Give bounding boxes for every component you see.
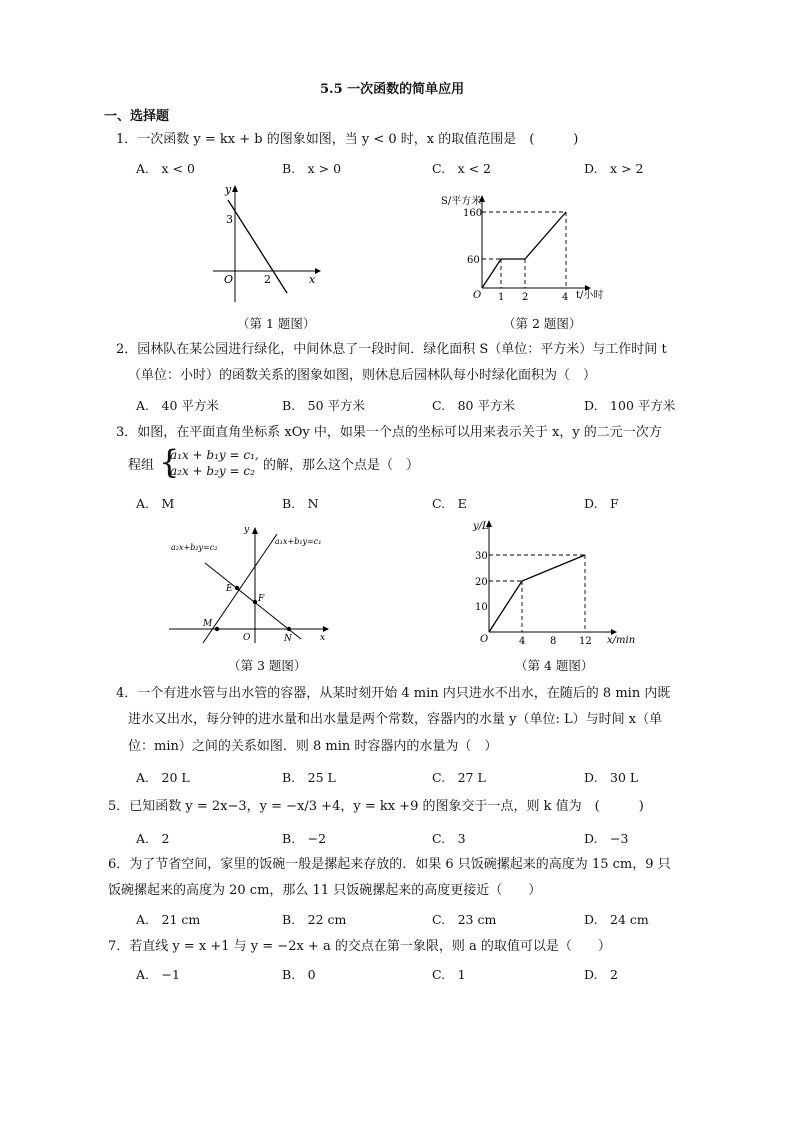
figure-3-caption: （第 3 题图）	[228, 658, 307, 673]
fig1-line	[228, 200, 287, 293]
question-5-stem: 5．已知函数 y = 2x−3，y = −x/3 +4，y = kx +9 的图象交于一点，则 k 值为 ( )	[108, 799, 644, 814]
fig4-x-tick-12: 12	[579, 636, 592, 647]
figure-1-graph	[205, 180, 325, 310]
figure-3-graph	[165, 518, 340, 648]
fig4-x-label: x/min	[607, 635, 636, 646]
q1-option-c[interactable]: C. x < 2	[432, 161, 492, 176]
fig2-x-tick-4: 4	[562, 292, 569, 303]
q3-option-b[interactable]: B. N	[282, 496, 319, 511]
q5-option-a[interactable]: A. 2	[136, 831, 170, 846]
system-eq2: a₂x + b₂y = c₂	[170, 464, 255, 478]
fig1-origin: O	[224, 273, 234, 286]
q5-option-c[interactable]: C. 3	[432, 831, 466, 846]
fig3-point-m	[215, 627, 219, 631]
q2-option-d[interactable]: D. 100 平方米	[584, 398, 676, 413]
question-4-stem-line2: 进水又出水，每分钟的进水量和出水量是两个常数，容器内的水量 y（单位: L）与时间 x（单	[128, 712, 663, 727]
fig2-y-tick-160: 160	[463, 208, 483, 219]
q1-option-b[interactable]: B. x > 0	[282, 161, 342, 176]
page-title: 5.5 一次函数的简单应用	[320, 82, 465, 97]
q3-option-d[interactable]: D. F	[584, 496, 619, 511]
question-4-stem-line1: 4．一个有进水管与出水管的容器，从某时刻开始 4 min 内只进水不出水，在随后的 8 min 内既	[116, 686, 671, 701]
question-6-stem-line2: 饭碗摞起来的高度为 20 cm，那么 11 只饭碗摞起来的高度更接近（ ）	[108, 883, 542, 898]
q7-option-c[interactable]: C. 1	[432, 967, 466, 982]
fig3-x-label: x	[320, 633, 326, 643]
q2-option-a[interactable]: A. 40 平方米	[136, 398, 219, 413]
fig2-x-tick-2: 2	[522, 292, 529, 303]
q2-option-b[interactable]: B. 50 平方米	[282, 398, 366, 413]
figure-2-graph	[435, 188, 605, 308]
fig1-x-label: x	[309, 273, 316, 286]
q4-option-d[interactable]: D. 30 L	[584, 770, 639, 785]
fig4-y-tick-10: 10	[475, 602, 488, 613]
fig2-x-tick-1: 1	[498, 292, 505, 303]
question-4-stem-line3: 位：min）之间的关系如图．则 8 min 时容器内的水量为（ ）	[128, 739, 498, 754]
question-3-stem-prefix: 程组	[128, 458, 155, 473]
fig4-y-label: y/L	[473, 521, 489, 532]
fig3-origin: O	[243, 633, 251, 643]
question-1-stem: 1．一次函数 y = kx + b 的图象如图，当 y < 0 时，x 的取值范围是 ( )	[116, 132, 579, 147]
fig2-y-tick-60: 60	[467, 255, 480, 266]
q7-option-b[interactable]: B. 0	[282, 967, 316, 982]
fig2-y-label: S/平方米	[441, 196, 482, 207]
q3-option-c[interactable]: C. E	[432, 496, 467, 511]
fig4-origin: O	[480, 634, 489, 645]
fig3-line-2	[205, 563, 301, 639]
fig3-line1-label: a₂x+b₂y=c₂	[171, 543, 218, 552]
q2-option-c[interactable]: C. 80 平方米	[432, 398, 515, 413]
question-6-stem-line1: 6．为了节省空间，家里的饭碗一般是摞起来存放的．如果 6 只饭碗摞起来的高度为 15 cm，9 只	[108, 857, 671, 872]
question-7-stem: 7．若直线 y = x +1 与 y = −2x + a 的交点在第一象限，则 a 的取值可以是（ ）	[108, 939, 611, 954]
fig3-point-e	[235, 586, 239, 590]
fig1-y-label: y	[225, 183, 232, 196]
q6-option-b[interactable]: B. 22 cm	[282, 912, 347, 927]
fig3-label-n: N	[284, 634, 292, 644]
fig2-x-label: t/小时	[576, 290, 604, 301]
q5-option-d[interactable]: D. −3	[584, 831, 629, 846]
q7-option-d[interactable]: D. 2	[584, 967, 619, 982]
fig3-point-f	[253, 600, 257, 604]
fig3-label-f: F	[258, 594, 265, 604]
fig1-y-intercept: 3	[226, 213, 233, 226]
fig2-origin: O	[473, 290, 482, 301]
question-3-stem-line1: 3．如图，在平面直角坐标系 xOy 中，如果一个点的坐标可以用来表示关于 x，y 的二元一次方	[116, 425, 662, 440]
figure-2-caption: （第 2 题图）	[503, 316, 582, 331]
q6-option-d[interactable]: D. 24 cm	[584, 912, 649, 927]
q4-option-a[interactable]: A. 20 L	[136, 770, 190, 785]
figure-1-caption: （第 1 题图）	[237, 316, 316, 331]
fig3-line2-label: a₁x+b₁y=c₁	[275, 537, 322, 546]
q1-option-a[interactable]: A. x < 0	[136, 161, 195, 176]
q6-option-c[interactable]: C. 23 cm	[432, 912, 497, 927]
q7-option-a[interactable]: A. −1	[136, 967, 180, 982]
fig2-line	[482, 212, 566, 288]
question-2-stem-line2: （单位：小时）的函数关系的图象如图，则休息后园林队每小时绿化面积为（ ）	[128, 368, 597, 383]
q6-option-a[interactable]: A. 21 cm	[136, 912, 201, 927]
fig4-y-tick-20: 20	[475, 577, 488, 588]
system-eq1: a₁x + b₁y = c₁,	[170, 448, 259, 462]
q4-option-b[interactable]: B. 25 L	[282, 770, 336, 785]
fig3-y-label: y	[244, 525, 250, 535]
q1-option-d[interactable]: D. x > 2	[584, 161, 644, 176]
fig4-x-tick-8: 8	[550, 636, 557, 647]
fig4-y-tick-30: 30	[475, 551, 488, 562]
q5-option-b[interactable]: B. −2	[282, 831, 327, 846]
fig1-x-intercept: 2	[264, 273, 271, 286]
fig3-label-m: M	[203, 619, 213, 629]
fig3-label-e: E	[226, 584, 233, 594]
section-heading: 一、选择题	[104, 109, 170, 124]
fig3-point-n	[287, 627, 291, 631]
fig4-x-tick-4: 4	[519, 636, 526, 647]
figure-4-graph	[465, 515, 645, 650]
question-2-stem-line1: 2．园林队在某公园进行绿化，中间休息了一段时间．绿化面积 S（单位：平方米）与工作时间 t	[116, 342, 667, 357]
question-3-stem-suffix: 的解，那么这个点是（ ）	[263, 458, 420, 473]
system-brace: {	[159, 443, 180, 481]
q3-option-a[interactable]: A. M	[136, 496, 175, 511]
q4-option-c[interactable]: C. 27 L	[432, 770, 486, 785]
figure-4-caption: （第 4 题图）	[515, 658, 594, 673]
fig4-line	[489, 555, 585, 632]
